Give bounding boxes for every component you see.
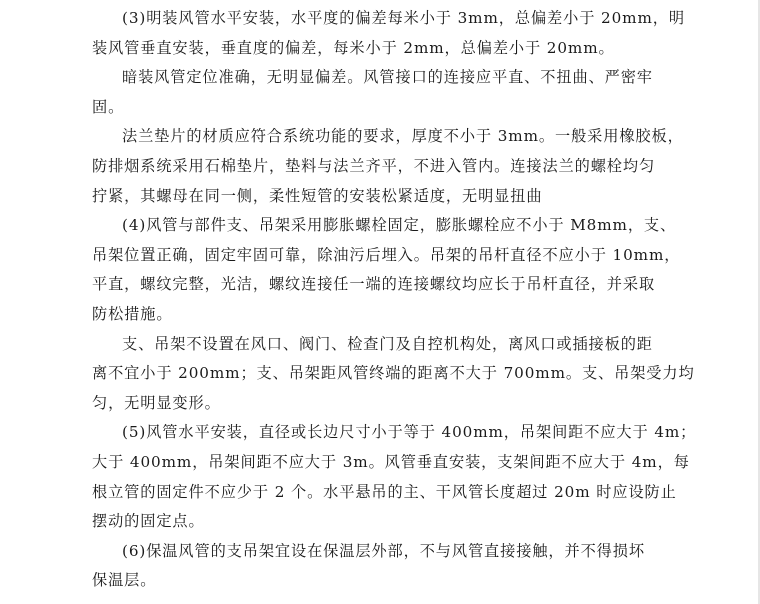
document-body: [92, 4, 697, 596]
text-line: 支、吊架不设置在风口、阀门、检查门及自控机构处，离风口或插接板的距: [122, 334, 653, 353]
text-line: 匀，无明显变形。: [92, 393, 221, 412]
text-line: (6)保温风管的支吊架宜设在保温层外部，不与风管直接接触，并不得损坏: [122, 541, 645, 560]
text-line: (5)风管水平安装，直径或长边尺寸小于等于 400mm，吊架间距不应大于 4m；: [122, 423, 697, 442]
text-line: (4)风管与部件支、吊架采用膨胀螺栓固定，膨胀螺栓应不小于 M8mm，支、: [122, 216, 677, 235]
text-line: 防松措施。: [92, 304, 173, 323]
text-line: 固。: [92, 97, 125, 116]
text-line: (3)明装风管水平安装，水平度的偏差每米小于 3mm，总偏差小于 20mm，明: [122, 9, 685, 27]
text-line: 吊架位置正确，固定牢固可靠，除油污后埋入。吊架的吊杆直径不应小于 10mm，: [92, 245, 681, 264]
paragraph-support-placement: [92, 330, 695, 419]
text-line: 根立管的固定件不应少于 2 个。水平悬吊的主、干风管长度超过 20m 时应设防止: [92, 482, 677, 501]
text-line: 大于 400mm，吊架间距不应大于 3m。风管垂直安装，支架间距不应大于 4m，每: [92, 452, 690, 471]
paragraph-insulated-duct-support: [92, 537, 672, 596]
text-line: 防排烟系统采用石棉垫片，垫料与法兰齐平，不进入管内。连接法兰的螺栓均匀: [92, 156, 656, 175]
paragraph-duct-exposed-installation: [92, 4, 685, 63]
text-line: 保温层。: [92, 571, 157, 590]
text-line: 暗装风管定位准确，无明显偏差。风管接口的连接应平直、不扭曲、严密牢: [122, 68, 653, 87]
paragraph-support-fixing: [92, 211, 681, 329]
text-line: 平直，螺纹完整，光洁，螺纹连接任一端的连接螺纹均应长于吊杆直径，并采取: [92, 275, 656, 294]
text-line: 离不宜小于 200mm；支、吊架距风管终端的距离不大于 700mm。支、吊架受力均: [92, 364, 695, 383]
paragraph-support-spacing: [92, 418, 697, 536]
paragraph-duct-concealed-installation: [92, 63, 672, 122]
text-line: 拧紧，其螺母在同一侧，柔性短管的安装松紧适度，无明显扭曲: [92, 186, 543, 205]
text-line: 法兰垫片的材质应符合系统功能的要求，厚度不小于 3mm。一般采用橡胶板，: [122, 127, 684, 146]
text-line: 装风管垂直安装，垂直度的偏差，每米小于 2mm，总偏差小于 20mm。: [92, 38, 615, 57]
text-line: 摆动的固定点。: [92, 512, 205, 531]
paragraph-flange-gasket: [92, 122, 684, 211]
